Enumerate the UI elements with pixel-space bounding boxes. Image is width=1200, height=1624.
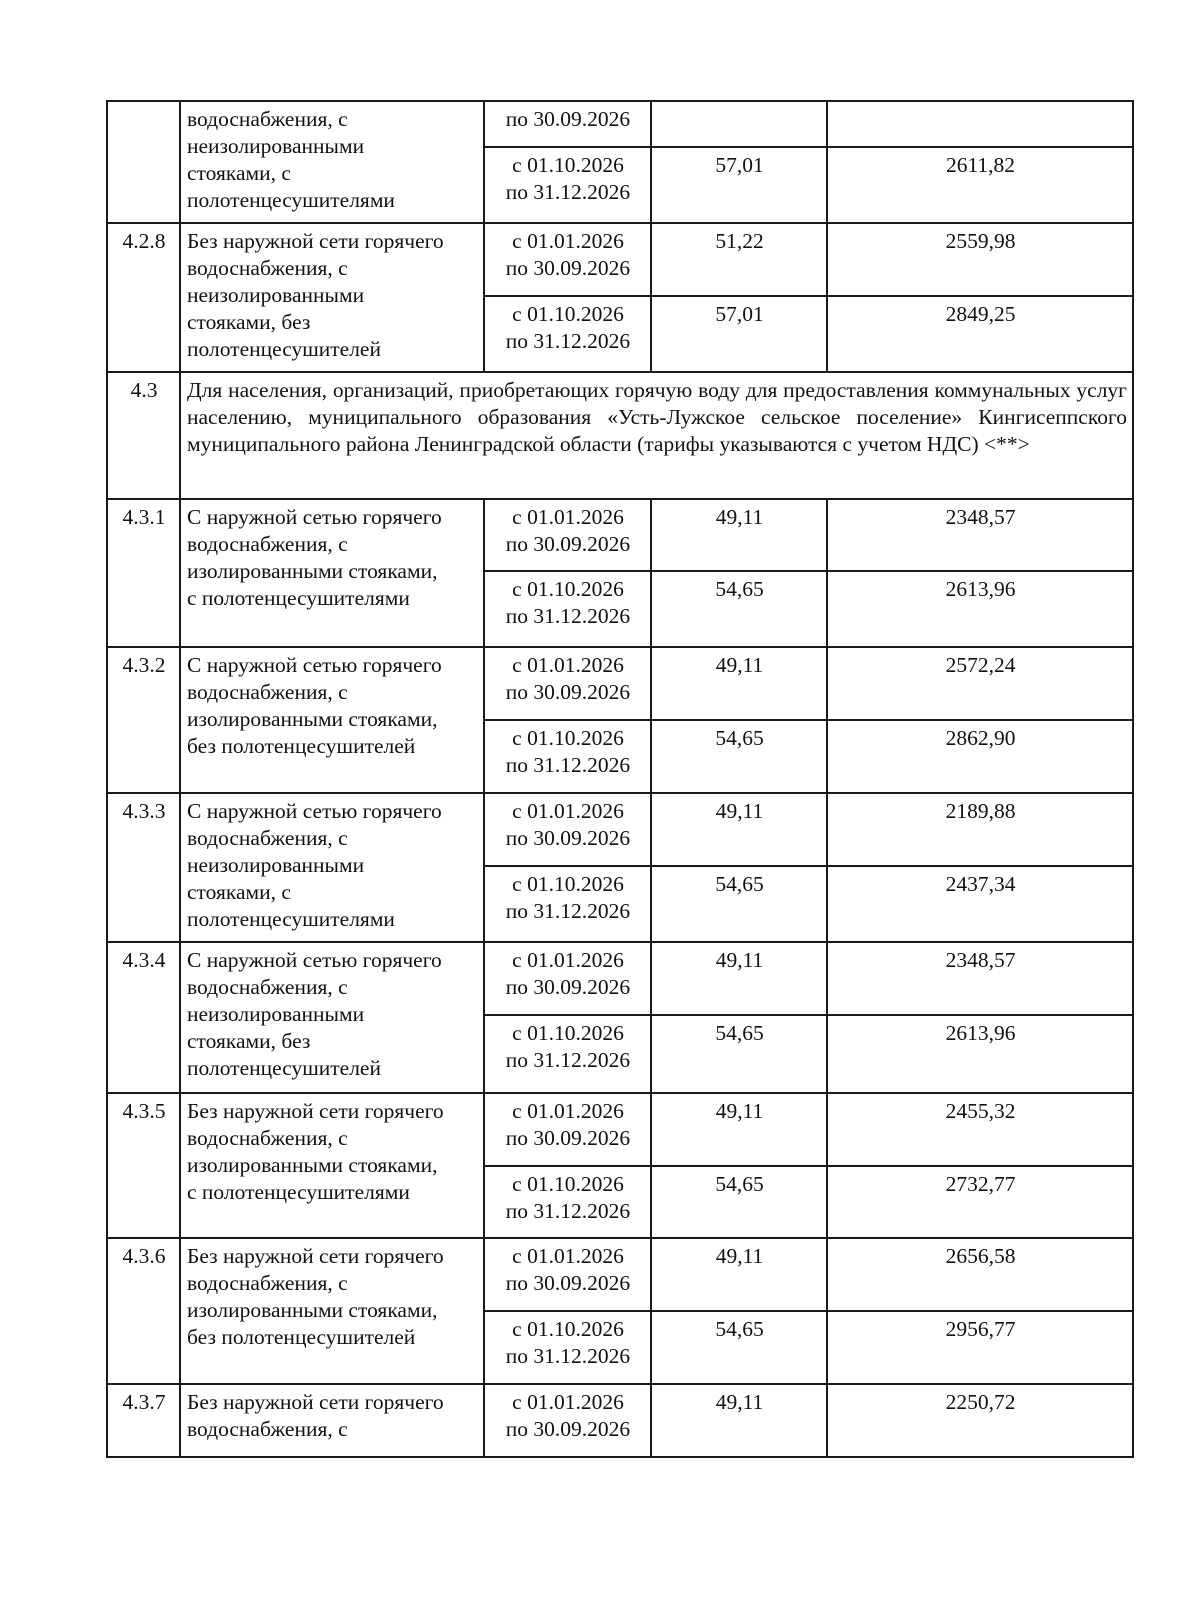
item-description-cell: [180, 942, 484, 1093]
tariff-value-cell: 54,65: [651, 720, 827, 793]
period-from: с 01.10.2026: [512, 577, 624, 601]
period-to: по 31.12.2026: [505, 753, 631, 777]
item-description-cell: [180, 1093, 484, 1238]
tariff-value-cell: 2348,57: [827, 942, 1133, 1015]
description-line: водоснабжения, с: [187, 975, 348, 999]
period-to: по 31.12.2026: [505, 180, 631, 204]
tariff-value-cell: 54,65: [651, 571, 827, 647]
tariff-value-cell: 2611,82: [827, 147, 1133, 223]
period-to: по 30.09.2026: [505, 107, 631, 131]
tariff-value-cell: 2250,72: [827, 1384, 1133, 1457]
description-line: с полотенцесушителями: [187, 586, 410, 610]
period-cell: [484, 1015, 651, 1093]
period-to: по 30.09.2026: [505, 1271, 631, 1295]
tariff-value-cell: 54,65: [651, 1166, 827, 1238]
tariff-value-cell: [827, 101, 1133, 147]
tariff-value-cell: 2732,77: [827, 1166, 1133, 1238]
description-line: водоснабжения, с: [187, 680, 348, 704]
period-cell: [484, 793, 651, 866]
tariff-value-cell: 2559,98: [827, 223, 1133, 296]
group-description-cell: Для населения, организаций, приобретающих горячую воду для предоставления коммунальных услуг населению, муниципального образования «Усть-Лужское сельское поселение» Кингисеппского муниципального района Ленинградской области (тарифы указываются с учетом НДС) <**>: [180, 372, 1133, 499]
period-from: с 01.01.2026: [512, 1099, 624, 1123]
tariff-table-body: [107, 101, 1133, 1457]
period-from: с 01.01.2026: [512, 1244, 624, 1268]
description-line: Без наружной сети горячего: [187, 229, 444, 253]
description-line: Без наружной сети горячего: [187, 1244, 444, 1268]
period-from: с 01.01.2026: [512, 653, 624, 677]
period-from: с 01.01.2026: [512, 1390, 624, 1414]
tariff-value-cell: 2613,96: [827, 571, 1133, 647]
description-line: изолированными стояками,: [187, 1153, 438, 1177]
description-line: водоснабжения, с: [187, 826, 348, 850]
tariff-table: [106, 100, 1134, 1458]
item-description-cell: [180, 1384, 484, 1457]
period-to: по 31.12.2026: [505, 329, 631, 353]
period-cell: [484, 866, 651, 942]
table-row: [107, 647, 1133, 720]
description-line: неизолированными: [187, 134, 365, 158]
period-cell: [484, 571, 651, 647]
description-line: водоснабжения, с: [187, 1126, 348, 1150]
item-description-cell: [180, 1238, 484, 1384]
period-cell: [484, 296, 651, 372]
tariff-value-cell: 57,01: [651, 147, 827, 223]
item-description-cell: [180, 101, 484, 223]
item-number-cell: 4.3.3: [107, 793, 180, 942]
item-number-cell: 4.3.4: [107, 942, 180, 1093]
period-cell: [484, 1166, 651, 1238]
description-line: полотенцесушителями: [187, 907, 395, 931]
period-cell: [484, 1238, 651, 1311]
description-line: стояками, без: [187, 310, 311, 334]
period-cell: [484, 720, 651, 793]
table-row: [107, 1093, 1133, 1166]
item-description-cell: [180, 793, 484, 942]
item-number-cell: 4.3.5: [107, 1093, 180, 1238]
tariff-value-cell: 2455,32: [827, 1093, 1133, 1166]
description-line: водоснабжения, с: [187, 256, 348, 280]
group-number-cell: 4.3: [107, 372, 180, 499]
description-line: без полотенцесушителей: [187, 734, 416, 758]
item-number-cell: 4.3.6: [107, 1238, 180, 1384]
item-number-cell: 4.3.2: [107, 647, 180, 793]
tariff-value-cell: 49,11: [651, 942, 827, 1015]
tariff-value-cell: 54,65: [651, 866, 827, 942]
description-line: водоснабжения, с: [187, 1417, 348, 1441]
tariff-value-cell: 54,65: [651, 1311, 827, 1384]
description-line: водоснабжения, с: [187, 532, 348, 556]
period-cell: [484, 1384, 651, 1457]
tariff-value-cell: 2437,34: [827, 866, 1133, 942]
group-header-row: [107, 372, 1133, 499]
period-to: по 30.09.2026: [505, 680, 631, 704]
description-line: стояками, с: [187, 161, 291, 185]
description-line: полотенцесушителей: [187, 1056, 381, 1080]
description-line: С наружной сетью горячего: [187, 948, 442, 972]
tariff-value-cell: [651, 101, 827, 147]
description-line: стояками, с: [187, 880, 291, 904]
tariff-value-cell: 2656,58: [827, 1238, 1133, 1311]
period-to: по 30.09.2026: [505, 826, 631, 850]
description-line: Без наружной сети горячего: [187, 1390, 444, 1414]
item-number-cell: 4.3.7: [107, 1384, 180, 1457]
period-to: по 31.12.2026: [505, 604, 631, 628]
item-number-cell: 4.2.8: [107, 223, 180, 372]
period-cell: [484, 1311, 651, 1384]
tariff-value-cell: 49,11: [651, 1093, 827, 1166]
description-line: неизолированными: [187, 853, 365, 877]
tariff-value-cell: 2849,25: [827, 296, 1133, 372]
description-line: изолированными стояками,: [187, 559, 438, 583]
tariff-value-cell: 2189,88: [827, 793, 1133, 866]
period-from: с 01.10.2026: [512, 872, 624, 896]
period-from: с 01.01.2026: [512, 229, 624, 253]
tariff-value-cell: 2572,24: [827, 647, 1133, 720]
period-from: с 01.10.2026: [512, 302, 624, 326]
period-to: по 31.12.2026: [505, 899, 631, 923]
tariff-value-cell: 49,11: [651, 1238, 827, 1311]
period-to: по 31.12.2026: [505, 1048, 631, 1072]
description-line: С наружной сетью горячего: [187, 799, 442, 823]
period-to: по 30.09.2026: [505, 256, 631, 280]
description-line: полотенцесушителей: [187, 337, 381, 361]
description-line: водоснабжения, с: [187, 107, 348, 131]
tariff-value-cell: 49,11: [651, 499, 827, 571]
period-from: с 01.10.2026: [512, 1317, 624, 1341]
tariff-value-cell: 57,01: [651, 296, 827, 372]
description-line: с полотенцесушителями: [187, 1180, 410, 1204]
tariff-value-cell: 2862,90: [827, 720, 1133, 793]
period-cell: [484, 942, 651, 1015]
period-cell: [484, 223, 651, 296]
tariff-value-cell: 54,65: [651, 1015, 827, 1093]
period-to: по 30.09.2026: [505, 1126, 631, 1150]
item-description-cell: [180, 647, 484, 793]
period-from: с 01.10.2026: [512, 1172, 624, 1196]
description-line: без полотенцесушителей: [187, 1325, 416, 1349]
description-line: С наружной сетью горячего: [187, 505, 442, 529]
table-row: [107, 223, 1133, 296]
table-row: [107, 1238, 1133, 1311]
period-to: по 30.09.2026: [505, 532, 631, 556]
period-to: по 31.12.2026: [505, 1199, 631, 1223]
description-line: изолированными стояками,: [187, 1298, 438, 1322]
tariff-value-cell: 2613,96: [827, 1015, 1133, 1093]
period-cell: [484, 1093, 651, 1166]
period-from: с 01.01.2026: [512, 505, 624, 529]
table-row: [107, 101, 1133, 147]
tariff-value-cell: 2348,57: [827, 499, 1133, 571]
period-to: по 31.12.2026: [505, 1344, 631, 1368]
period-cell: [484, 101, 651, 147]
description-line: изолированными стояками,: [187, 707, 438, 731]
description-line: С наружной сетью горячего: [187, 653, 442, 677]
period-cell: [484, 499, 651, 571]
tariff-value-cell: 49,11: [651, 1384, 827, 1457]
description-line: стояками, без: [187, 1029, 311, 1053]
description-line: неизолированными: [187, 283, 365, 307]
table-row: [107, 942, 1133, 1015]
description-line: полотенцесушителями: [187, 188, 395, 212]
description-line: неизолированными: [187, 1002, 365, 1026]
period-to: по 30.09.2026: [505, 1417, 631, 1441]
period-from: с 01.01.2026: [512, 948, 624, 972]
item-description-cell: [180, 223, 484, 372]
period-from: с 01.01.2026: [512, 799, 624, 823]
period-from: с 01.10.2026: [512, 726, 624, 750]
tariff-value-cell: 49,11: [651, 647, 827, 720]
table-row: [107, 499, 1133, 571]
period-cell: [484, 147, 651, 223]
period-to: по 30.09.2026: [505, 975, 631, 999]
description-line: Без наружной сети горячего: [187, 1099, 444, 1123]
tariff-value-cell: 51,22: [651, 223, 827, 296]
period-from: с 01.10.2026: [512, 153, 624, 177]
item-number-cell: 4.3.1: [107, 499, 180, 647]
tariff-value-cell: 49,11: [651, 793, 827, 866]
description-line: водоснабжения, с: [187, 1271, 348, 1295]
item-description-cell: [180, 499, 484, 647]
period-from: с 01.10.2026: [512, 1021, 624, 1045]
item-number-cell: [107, 101, 180, 223]
table-row: [107, 1384, 1133, 1457]
table-row: [107, 793, 1133, 866]
period-cell: [484, 647, 651, 720]
tariff-value-cell: 2956,77: [827, 1311, 1133, 1384]
